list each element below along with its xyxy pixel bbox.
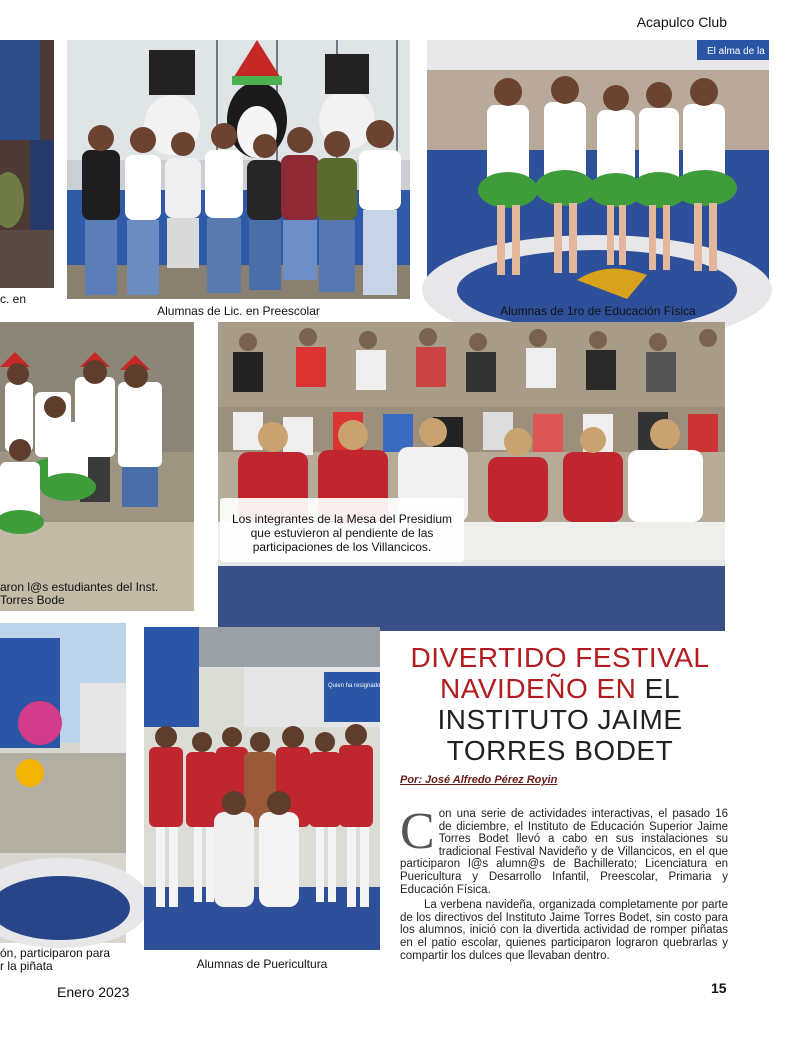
title-line-4: TORRES BODET — [446, 735, 674, 766]
wall-text: Quien ha resignado tanto más se amarga — [328, 683, 439, 689]
issue-date: Enero 2023 — [57, 984, 130, 1000]
article-paragraph-1 — [400, 803, 728, 896]
magazine-name: Acapulco Club — [636, 14, 727, 30]
photo-puericultura — [144, 627, 439, 950]
article-byline: Por: José Alfredo Pérez Royin — [400, 774, 558, 786]
photo-presidium — [218, 322, 725, 631]
article-paragraph-2: La verbena navideña, organizada completamente por parte de los directivos del Instituto Jaime Torres Bodet, sin costo para los alumnos, inició con la divertida actividad de romper piñatas en el patio escolar, quienes participaron lograron quebrarlas y compartir los dulces que llevaban dentro. — [400, 899, 728, 962]
caption-preescolar: Alumnas de Lic. en Preescolar — [157, 304, 320, 318]
caption-pinata-line1: ón, participaron para — [0, 946, 111, 960]
title-line-2-dark: EL — [636, 673, 680, 704]
title-line-2-red: NAVIDEÑO EN — [440, 673, 637, 704]
caption-educacion-fisica: Alumnas de 1ro de Educación Física — [500, 304, 696, 318]
photo-estudiantes — [0, 322, 194, 611]
caption-left-edge: c. en — [0, 292, 27, 306]
caption-presidium: Los integrantes de la Mesa del Presidium que estuvieron al pendiente de las participaciones de los Villancicos. — [220, 498, 464, 562]
banner-text: El alma de la — [707, 46, 765, 57]
title-line-1: DIVERTIDO FESTIVAL — [410, 642, 710, 673]
dropcap: C — [400, 803, 435, 860]
article-title — [400, 642, 720, 766]
caption-estudiantes-line1: aron l@s estudiantes del Inst. — [0, 580, 159, 594]
photo-pinata — [0, 623, 126, 943]
photo-educacion-fisica — [427, 40, 769, 299]
photo-preescolar — [67, 40, 410, 299]
paragraph-1-text: on una serie de actividades interactivas, el pasado 16 de diciembre, el Instituto de Educación Superior Jaime Torres Bodet llevó a cabo en sus instalaciones su tradicional Festival Navideño y de Villancicos, en el que participaron l@s alumn@s de Bachillerato; Licenciatura en Puericultura y Desarrollo Infantil, Preescolar, Primaria y Educación Física. — [400, 808, 728, 896]
photo-left-edge — [0, 40, 54, 288]
caption-puericultura: Alumnas de Puericultura — [196, 957, 328, 971]
caption-estudiantes-line2: Torres Bode — [0, 593, 65, 607]
title-line-3: INSTITUTO JAIME — [437, 704, 683, 735]
page-number: 15 — [711, 980, 727, 996]
article-body — [400, 803, 728, 965]
caption-pinata-line2: r la piñata — [0, 959, 53, 973]
